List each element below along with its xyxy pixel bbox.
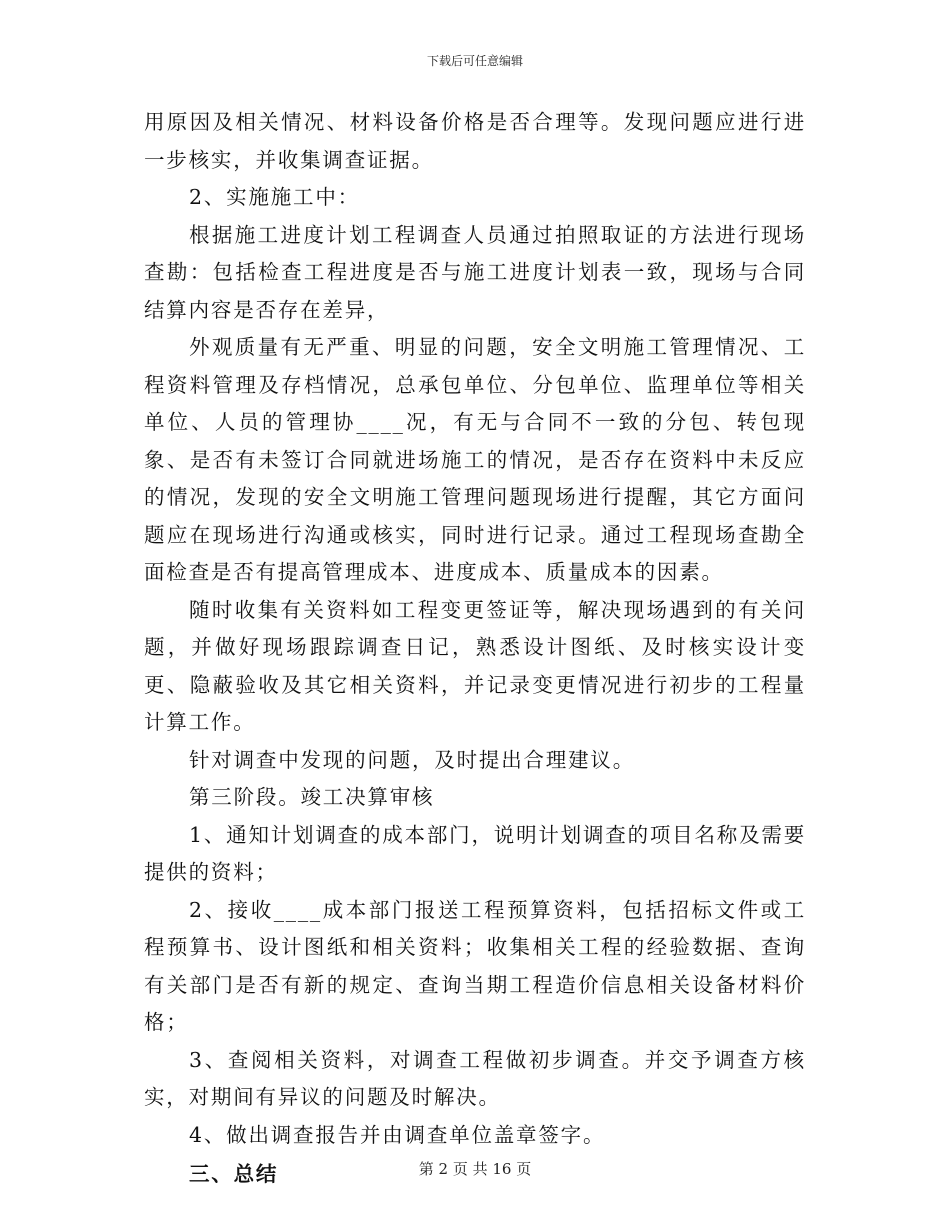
paragraph-continuation: 用原因及相关情况、材料设备价格是否合理等。发现问题应进行进一步核实，并收集调查证据。	[144, 110, 806, 172]
section-heading-summary: 三、总结	[189, 1162, 279, 1186]
paragraph-suggestions: 针对调查中发现的问题，及时提出合理建议。	[189, 747, 635, 772]
paragraph-site-survey: 根据施工进度计划工程调查人员通过拍照取证的方法进行现场查勘：包括检查工程进度是否与施工进度计划表一致，现场与合同结算内容是否存在差异，	[144, 222, 806, 322]
paragraph-step-4: 4、做出调查报告并由调查单位盖章签字。	[189, 1122, 606, 1147]
paragraph-step-1: 1、通知计划调查的成本部门，说明计划调查的项目名称及需要提供的资料；	[144, 822, 806, 884]
page-number: 第 2 页 共 16 页	[418, 1160, 532, 1178]
paragraph-collect-materials: 随时收集有关资料如工程变更签证等，解决现场遇到的有关问题，并做好现场跟踪调查日记，熟悉设计图纸、及时核实设计变更、隐蔽验收及其它相关资料，并记录变更情况进行初步的工程量计算工作。	[144, 597, 806, 734]
paragraph-step-2: 2、接收____成本部门报送工程预算资料，包括招标文件或工程预算书、设计图纸和相关资料；收集相关工程的经验数据、查询有关部门是否有新的规定、查询当期工程造价信息相关设备材料价格；	[144, 897, 806, 1034]
header-note: 下载后可任意编辑	[426, 54, 523, 68]
document-body	[144, 104, 806, 1194]
paragraph-step-3: 3、查阅相关资料，对调查工程做初步调查。并交予调查方核实，对期间有异议的问题及时解决。	[144, 1047, 806, 1109]
paragraph-quality-inspection: 外观质量有无严重、明显的问题，安全文明施工管理情况、工程资料管理及存档情况，总承包单位、分包单位、监理单位等相关单位、人员的管理协____况，有无与合同不一致的分包、转包现象、是否有未签订合同就进场施工的情况，是否存在资料中未反应的情况，发现的安全文明施工管理问题现场进行提醒，其它方面问题应在现场进行沟通或核实，同时进行记录。通过工程现场查勘全面检查是否有提高管理成本、进度成本、质量成本的因素。	[144, 335, 806, 584]
paragraph-section-2-title: 2、实施施工中：	[189, 185, 360, 209]
paragraph-stage-3-title: 第三阶段。竣工决算审核	[189, 785, 435, 809]
